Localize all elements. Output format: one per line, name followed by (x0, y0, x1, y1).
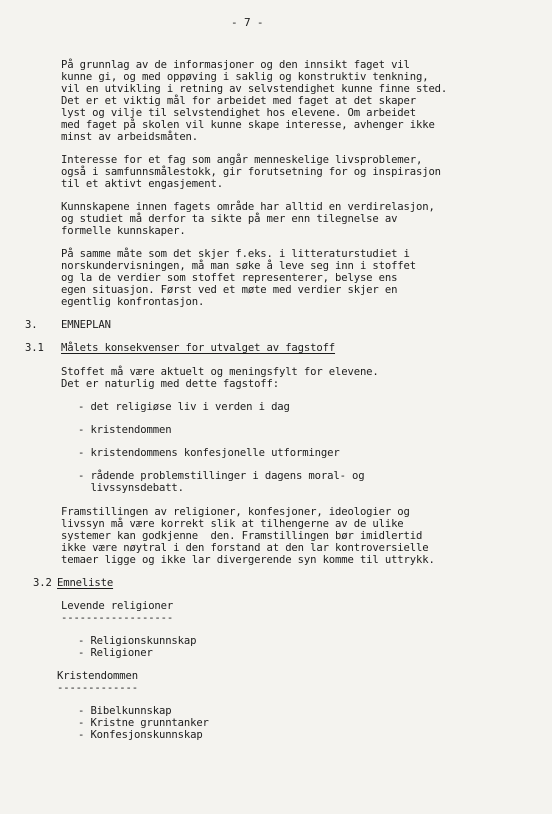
page-number: - 7 - (231, 16, 264, 29)
text-line: ikke være nøytral i den forstand at den lar kontroversielle (61, 542, 429, 554)
section-number: 3. (25, 319, 38, 331)
list-item: - det religiøse liv i verden i dag (78, 401, 290, 413)
heading-rule: ------------------ (61, 612, 174, 624)
list-item: - Religionskunnskap (78, 635, 197, 647)
group-heading: Kristendommen (57, 670, 138, 682)
text-line: formelle kunnskaper. (61, 225, 186, 237)
text-line: livssyn må være korrekt slik at tilhengerne av de ulike (61, 518, 404, 530)
text-line: kunne gi, og med oppøving i saklig og konstruktiv tenkning, (61, 71, 429, 83)
text-line: Det er et viktig mål for arbeidet med faget at det skaper (61, 95, 416, 107)
text-line: Det er naturlig med dette fagstoff: (61, 378, 279, 390)
section-number: 3.2 (33, 577, 52, 589)
text-line: Kunnskapene innen fagets område har alltid en verdirelasjon, (61, 201, 435, 213)
text-line: lyst og vilje til selvstendighet hos elevene. Om arbeidet (61, 107, 416, 119)
group-heading: Levende religioner (61, 600, 174, 612)
text-line: norskundervisningen, må man søke å leve seg inn i stoffet (61, 260, 416, 272)
text-line: også i samfunnsmålestokk, gir forutsetning for og inspirasjon (61, 166, 441, 178)
text-line: Interesse for et fag som angår menneskelige livsproblemer, (61, 154, 423, 166)
text-line: minst av arbeidsmåten. (61, 131, 199, 143)
text-line: egentlig konfrontasjon. (61, 296, 205, 308)
list-item: - Konfesjonskunnskap (78, 729, 203, 741)
text-line: temaer ligge og ikke lar divergerende syn komme til uttrykk. (61, 554, 435, 566)
text-line: På samme måte som det skjer f.eks. i litteraturstudiet i (61, 248, 410, 260)
section-title: Emneliste (57, 577, 114, 589)
list-item: - Bibelkunnskap (78, 705, 172, 717)
text-line: egen situasjon. Først ved et møte med verdier skjer en (61, 284, 398, 296)
list-item: - kristendommen (78, 424, 172, 436)
list-item: - kristendommens konfesjonelle utforminger (78, 447, 340, 459)
list-item: - Kristne grunntanker (78, 717, 209, 729)
section-title: Målets konsekvenser for utvalget av fagstoff (61, 342, 336, 354)
text-line: På grunnlag av de informasjoner og den innsikt faget vil (61, 59, 410, 71)
text-line: vil en utvikling i retning av selvstendighet kunne finne sted. (61, 83, 448, 95)
section-title: EMNEPLAN (61, 319, 111, 331)
list-item: - Religioner (78, 647, 153, 659)
list-item-continuation: livssynsdebatt. (78, 482, 184, 494)
text-line: og studiet må derfor ta sikte på mer enn tilegnelse av (61, 213, 398, 225)
text-line: til et aktivt engasjement. (61, 178, 223, 190)
text-line: med faget på skolen vil kunne skape interesse, avhenger ikke (61, 119, 435, 131)
heading-rule: ------------- (57, 682, 138, 694)
list-item: - rådende problemstillinger i dagens moral- og (78, 470, 365, 482)
text-line: systemer kan godkjenne den. Framstillingen bør imidlertid (61, 530, 423, 542)
text-line: Stoffet må være aktuelt og meningsfylt for elevene. (61, 366, 379, 378)
section-number: 3.1 (25, 342, 44, 354)
text-line: og la de verdier som stoffet representerer, belyse ens (61, 272, 398, 284)
text-line: Framstillingen av religioner, konfesjoner, ideologier og (61, 506, 410, 518)
